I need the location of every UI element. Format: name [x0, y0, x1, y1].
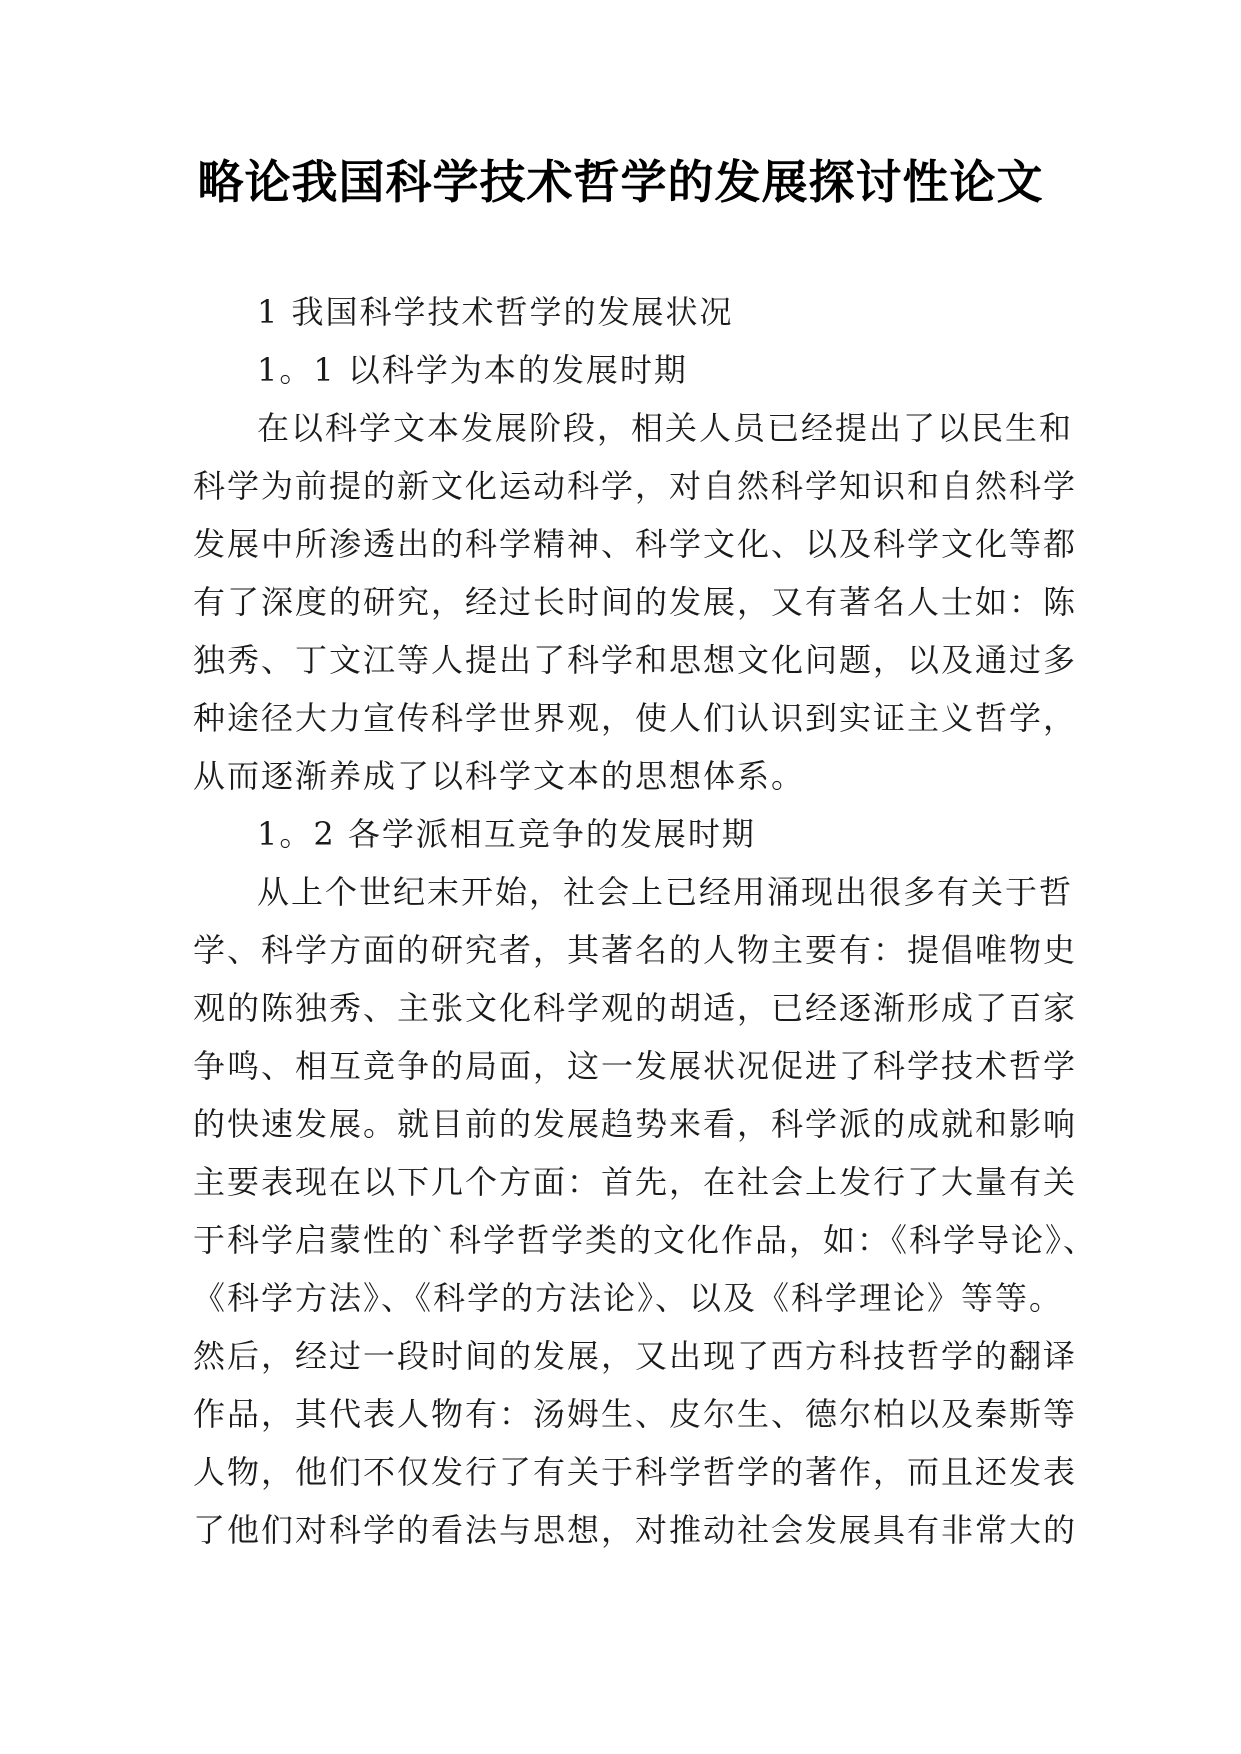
- body-text-line: 的快速发展。就目前的发展趋势来看，科学派的成就和影响: [193, 1105, 1078, 1143]
- body-text-line: 人物，他们不仅发行了有关于科学哲学的著作，而且还发表: [193, 1453, 1078, 1491]
- body-text-line: 从而逐渐养成了以科学文本的思想体系。: [193, 757, 806, 795]
- body-text-line: 科学为前提的新文化运动科学，对自然科学知识和自然科学: [193, 467, 1078, 505]
- document-body: [193, 283, 1098, 1559]
- body-text-line: 发展中所渗透出的科学精神、科学文化、以及科学文化等都: [193, 525, 1078, 563]
- body-text-line: 独秀、丁文江等人提出了科学和思想文化问题，以及通过多: [193, 641, 1078, 679]
- body-text-line: 1。1 以科学为本的发展时期: [257, 351, 688, 389]
- body-text-line: 从上个世纪末开始，社会上已经用涌现出很多有关于哲: [257, 873, 1074, 911]
- body-text-line: 然后，经过一段时间的发展，又出现了西方科技哲学的翻译: [193, 1337, 1078, 1375]
- body-text-line: 学、科学方面的研究者，其著名的人物主要有：提倡唯物史: [193, 931, 1078, 969]
- body-text-line: 种途径大力宣传科学世界观，使人们认识到实证主义哲学，: [193, 699, 1078, 737]
- body-text-line: 争鸣、相互竞争的局面，这一发展状况促进了科学技术哲学: [193, 1047, 1078, 1085]
- body-text-line: 《科学方法》、《科学的方法论》、以及《科学理论》等等。: [193, 1279, 1064, 1317]
- body-text-line: 1 我国科学技术哲学的发展状况: [257, 293, 734, 331]
- body-text-line: 作品，其代表人物有：汤姆生、皮尔生、德尔柏以及秦斯等: [193, 1395, 1078, 1433]
- body-text-line: 主要表现在以下几个方面：首先，在社会上发行了大量有关: [193, 1163, 1078, 1201]
- body-text-line: 于科学启蒙性的`科学哲学类的文化作品，如：《科学导论》、: [193, 1221, 1098, 1259]
- body-text-line: 在以科学文本发展阶段，相关人员已经提出了以民生和: [257, 409, 1074, 447]
- document-title: 略论我国科学技术哲学的发展探讨性论文: [197, 155, 1044, 209]
- body-text-line: 有了深度的研究，经过长时间的发展，又有著名人士如：陈: [193, 583, 1078, 621]
- body-text-line: 了他们对科学的看法与思想，对推动社会发展具有非常大的: [193, 1511, 1078, 1549]
- body-text-line: 1。2 各学派相互竞争的发展时期: [257, 815, 756, 853]
- body-text-line: 观的陈独秀、主张文化科学观的胡适，已经逐渐形成了百家: [193, 989, 1078, 1027]
